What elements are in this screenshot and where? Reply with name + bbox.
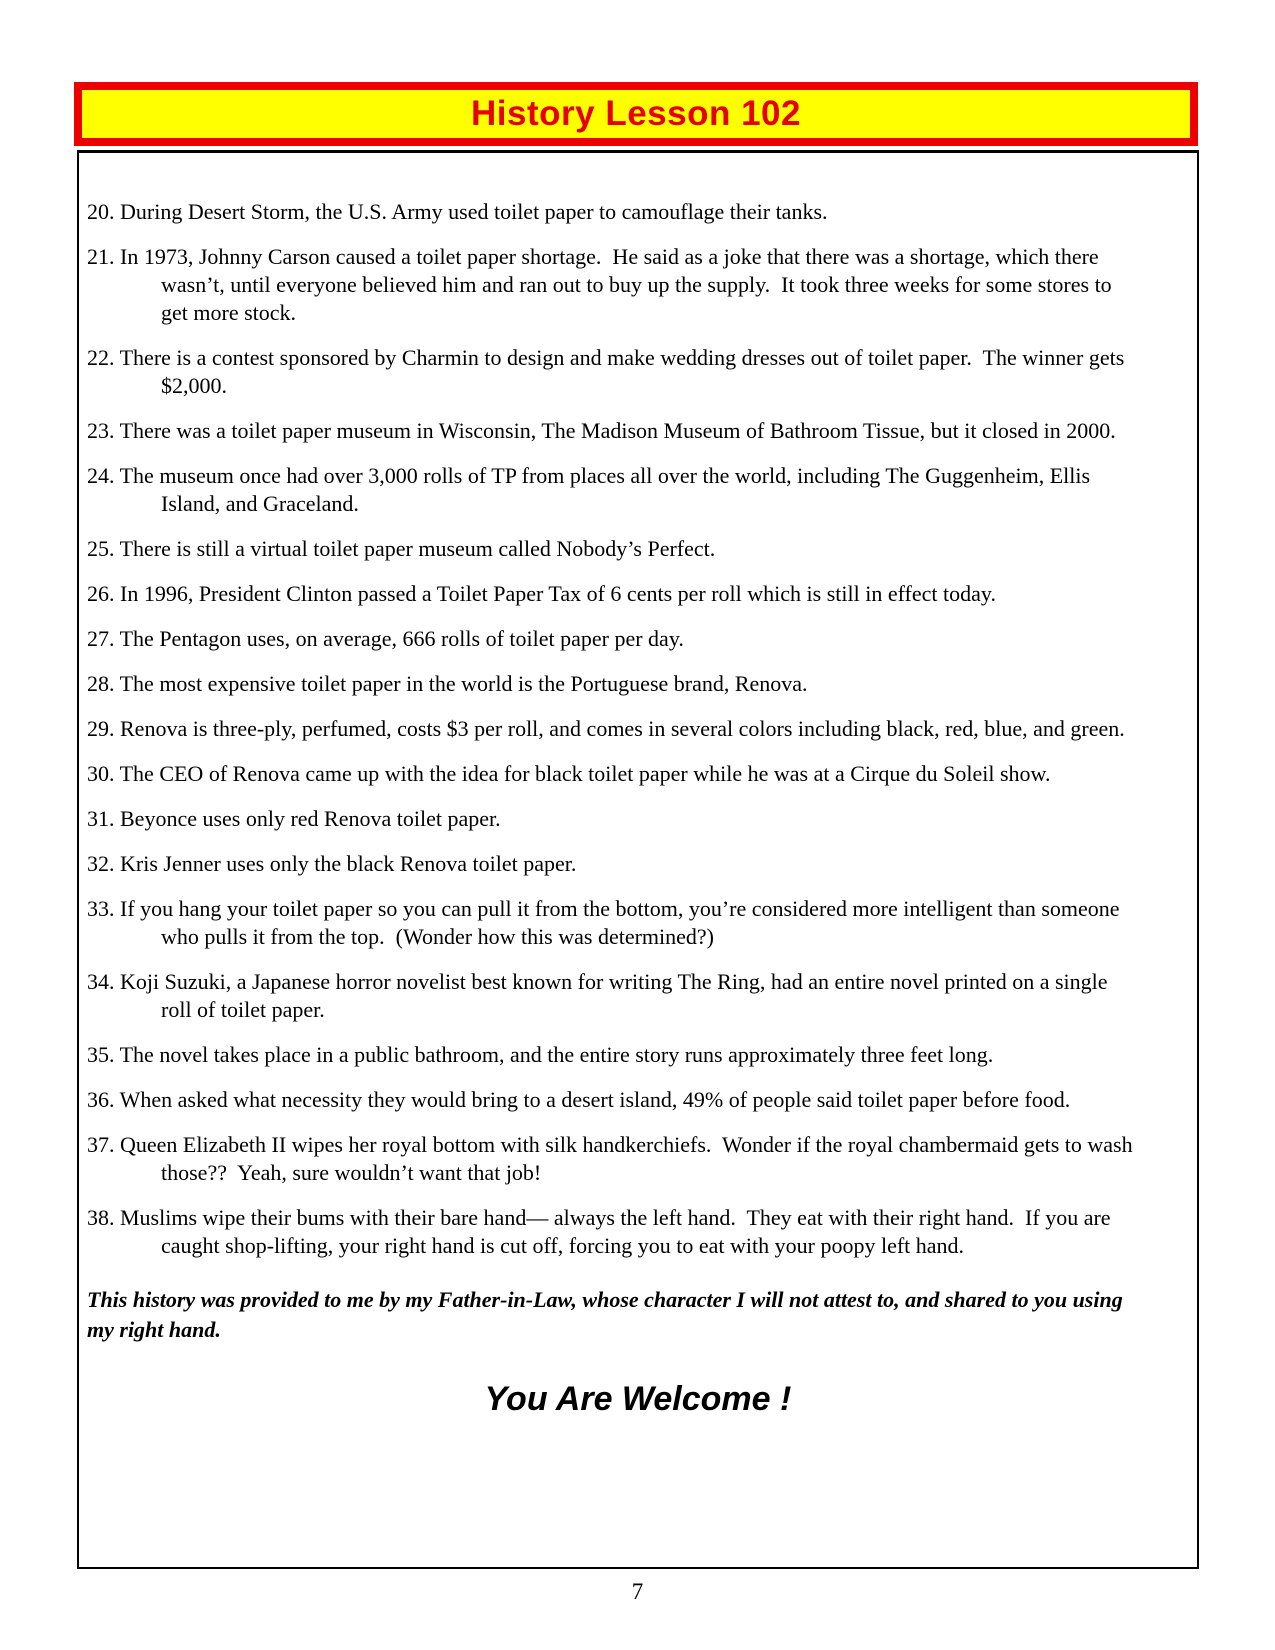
item-text: Koji Suzuki, a Japanese horror novelist best known for writing The Ring, had an entire novel printed on a single roll of toilet paper. — [120, 969, 1114, 1022]
list-item — [87, 895, 1143, 951]
welcome-heading: You Are Welcome ! — [484, 1380, 792, 1418]
list-item — [87, 968, 1143, 1024]
item-text: When asked what necessity they would bring to a desert island, 49% of people said toilet paper before food. — [119, 1087, 1071, 1112]
item-text: Queen Elizabeth II wipes her royal bottom with silk handkerchiefs. Wonder if the royal chambermaid gets to wash those?? Yeah, sure wouldn’t want that job! — [120, 1132, 1139, 1185]
list-item — [87, 535, 1143, 563]
list-item — [87, 198, 1143, 226]
item-text: There was a toilet paper museum in Wisconsin, The Madison Museum of Bathroom Tissue, but it closed in 2000. — [119, 418, 1116, 443]
item-number: 34. — [87, 969, 115, 994]
item-text: Renova is three-ply, perfumed, costs $3 per roll, and comes in several colors including black, red, blue, and green. — [120, 716, 1125, 741]
item-text: The museum once had over 3,000 rolls of TP from places all over the world, including The Guggenheim, Ellis Island, and Graceland. — [119, 463, 1096, 516]
item-text: Beyonce uses only red Renova toilet paper. — [120, 806, 501, 831]
item-number: 36. — [87, 1087, 115, 1112]
list-item — [87, 344, 1143, 400]
item-number: 25. — [87, 536, 115, 561]
list-item — [87, 580, 1143, 608]
item-number: 20. — [87, 199, 115, 224]
item-number: 27. — [87, 626, 115, 651]
page-title: History Lesson 102 — [471, 94, 801, 133]
item-number: 32. — [87, 851, 115, 876]
title-banner — [74, 82, 1198, 146]
item-number: 22. — [87, 345, 115, 370]
item-number: 37. — [87, 1132, 115, 1157]
list-item — [87, 1041, 1143, 1069]
list-item — [87, 850, 1143, 878]
list-item — [87, 1131, 1143, 1187]
item-number: 30. — [87, 761, 115, 786]
item-text: There is still a virtual toilet paper museum called Nobody’s Perfect. — [119, 536, 716, 561]
item-number: 33. — [87, 896, 115, 921]
item-text: In 1996, President Clinton passed a Toilet Paper Tax of 6 cents per roll which is still in effect today. — [120, 581, 996, 606]
item-number: 23. — [87, 418, 115, 443]
list-item — [87, 417, 1143, 445]
page-number: 7 — [631, 1579, 644, 1604]
list-item — [87, 243, 1143, 327]
item-text: During Desert Storm, the U.S. Army used toilet paper to camouflage their tanks. — [120, 199, 828, 224]
content-box — [77, 150, 1199, 1569]
item-number: 26. — [87, 581, 115, 606]
item-number: 38. — [87, 1205, 115, 1230]
list-item — [87, 625, 1143, 653]
item-text: In 1973, Johnny Carson caused a toilet paper shortage. He said as a joke that there was a shortage, which there wasn’t, until everyone believed him and ran out to buy up the supply. It took three weeks for some stores to get more stock. — [120, 244, 1118, 325]
list-item — [87, 1086, 1143, 1114]
item-text: Muslims wipe their bums with their bare hand— always the left hand. They eat with their right hand. If you are caught shop-lifting, your right hand is cut off, forcing you to eat with your poopy left hand. — [120, 1205, 1117, 1258]
item-text: If you hang your toilet paper so you can pull it from the bottom, you’re considered more intelligent than someone who pulls it from the top. (Wonder how this was determined?) — [120, 896, 1126, 949]
list-item — [87, 670, 1143, 698]
item-number: 29. — [87, 716, 115, 741]
fact-list — [87, 198, 1143, 1260]
list-item — [87, 805, 1143, 833]
item-number: 28. — [87, 671, 115, 696]
closing-note: This history was provided to me by my Father-in-Law, whose character I will not attest to, and shared to you using my right hand. — [87, 1287, 1129, 1342]
item-number: 24. — [87, 463, 115, 488]
list-item — [87, 760, 1143, 788]
item-number: 31. — [87, 806, 115, 831]
item-text: The Pentagon uses, on average, 666 rolls of toilet paper per day. — [119, 626, 684, 651]
item-number: 35. — [87, 1042, 115, 1067]
list-item — [87, 462, 1143, 518]
item-text: Kris Jenner uses only the black Renova toilet paper. — [120, 851, 577, 876]
item-text: There is a contest sponsored by Charmin to design and make wedding dresses out of toilet paper. The winner gets $2,000. — [119, 345, 1130, 398]
item-text: The novel takes place in a public bathroom, and the entire story runs approximately three feet long. — [119, 1042, 994, 1067]
list-item — [87, 1204, 1143, 1260]
item-text: The most expensive toilet paper in the world is the Portuguese brand, Renova. — [119, 671, 808, 696]
item-text: The CEO of Renova came up with the idea for black toilet paper while he was at a Cirque du Soleil show. — [119, 761, 1051, 786]
list-item — [87, 715, 1143, 743]
item-number: 21. — [87, 244, 115, 269]
